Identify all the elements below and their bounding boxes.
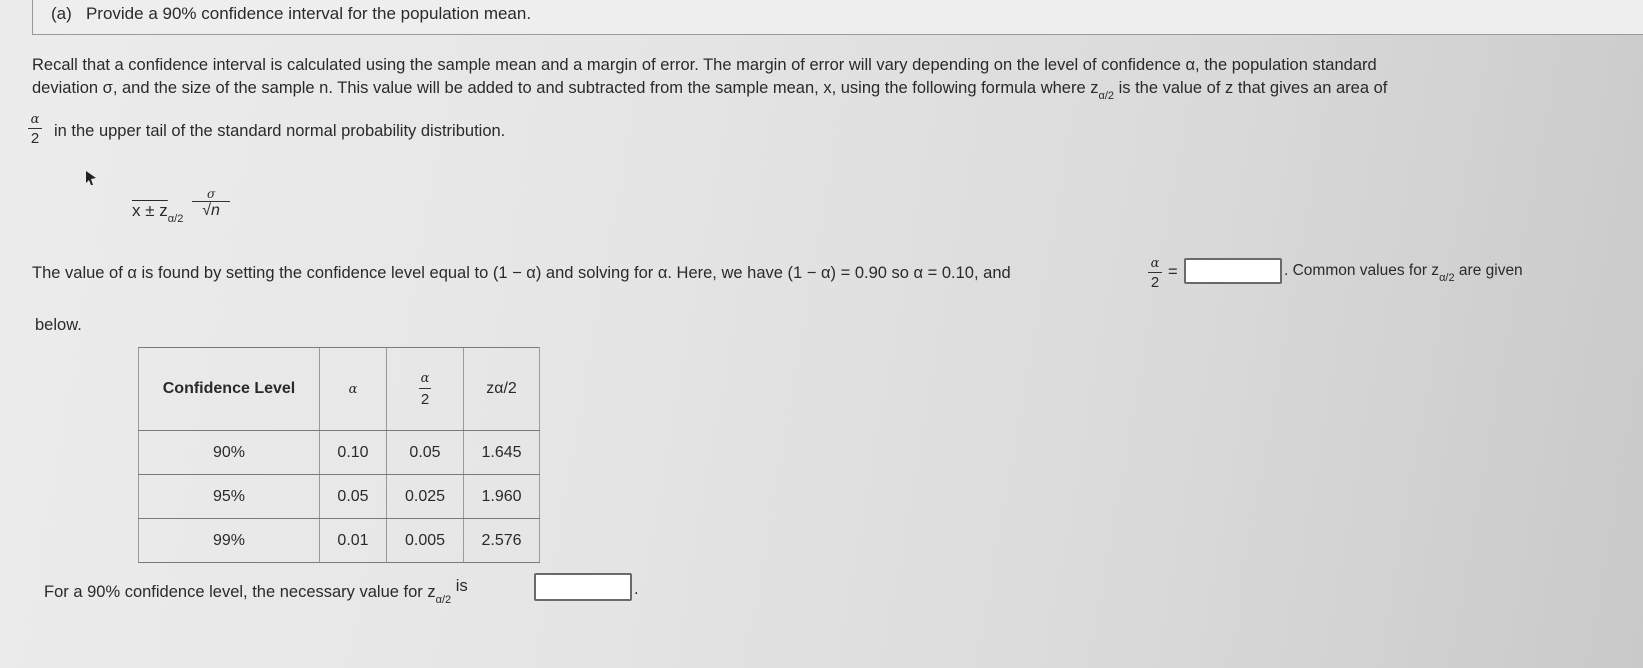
common-values-label: . Common values for z	[1284, 262, 1440, 279]
table-header-row	[139, 348, 540, 431]
alpha-over-2-fraction-2	[1148, 256, 1162, 291]
header-z-alpha-over-2: zα/2	[464, 348, 540, 431]
cell-alpha-half: 0.005	[387, 519, 464, 563]
sqrt-n: √n	[202, 202, 220, 219]
alpha-sentence-continuation: below.	[35, 316, 82, 334]
final-period: .	[634, 580, 639, 598]
part-label: (a)	[51, 4, 72, 23]
alpha-over-2-input[interactable]	[1184, 258, 1282, 284]
fraction-denominator: 2	[1150, 274, 1160, 291]
cell-confidence: 90%	[139, 431, 320, 475]
intro-line-2-text: deviation σ, and the size of the sample n. This value will be added to and subtracted from the sample mean, x, using the following formula where z	[32, 79, 1099, 97]
equals-sign: =	[1168, 263, 1178, 281]
part-title-text: Provide a 90% confidence interval for the population mean.	[85, 4, 532, 23]
header-frac-bar	[419, 388, 431, 389]
question-part-title	[51, 4, 531, 24]
common-values-end: are given	[1454, 262, 1523, 279]
alpha-over-2-fraction	[28, 112, 42, 147]
final-question-text: For a 90% confidence level, the necessary value for z	[44, 583, 436, 601]
intro-line-2-sub: α/2	[1098, 90, 1115, 102]
sigma-symbol: σ	[206, 187, 216, 201]
header-frac-num: α	[420, 370, 430, 386]
cell-alpha: 0.10	[320, 431, 387, 475]
header-alpha: α	[320, 348, 387, 431]
fraction-bar	[1148, 272, 1162, 273]
header-alpha-over-2	[387, 348, 464, 431]
cell-alpha-half: 0.025	[387, 475, 464, 519]
cell-z: 2.576	[464, 519, 540, 563]
final-question-is: is	[455, 577, 468, 595]
confidence-table	[138, 347, 540, 563]
sigma-over-sqrt-n	[192, 187, 230, 220]
question-part-header	[32, 0, 1643, 35]
cell-z: 1.960	[464, 475, 540, 519]
fraction-denominator: 2	[30, 130, 40, 147]
common-values-sub: α/2	[1439, 272, 1455, 284]
table-row	[139, 519, 540, 563]
final-question	[44, 577, 468, 606]
cell-z: 1.645	[464, 431, 540, 475]
common-values-text	[1284, 262, 1523, 284]
final-question-sub: α/2	[435, 594, 452, 606]
fraction-numerator: α	[1150, 256, 1160, 271]
formula-lhs: x ± z	[132, 200, 168, 220]
header-frac-den: 2	[420, 390, 430, 408]
z-value-input[interactable]	[534, 573, 632, 601]
cell-alpha-half: 0.05	[387, 431, 464, 475]
confidence-interval-formula	[132, 187, 230, 228]
header-confidence-level: Confidence Level	[139, 348, 320, 431]
fraction-numerator: α	[30, 112, 40, 127]
cell-alpha: 0.01	[320, 519, 387, 563]
intro-line-2-end: is the value of z that gives an area of	[1114, 79, 1388, 97]
fraction-bar	[28, 128, 42, 129]
intro-line-1: Recall that a confidence interval is calculated using the sample mean and a margin of error. The margin of error will vary depending on the level of confidence α, the population standard	[32, 56, 1377, 74]
cell-confidence: 99%	[139, 519, 320, 563]
mouse-cursor-icon	[84, 170, 98, 191]
table-row	[139, 431, 540, 475]
cell-confidence: 95%	[139, 475, 320, 519]
table-row	[139, 475, 540, 519]
alpha-sentence: The value of α is found by setting the confidence level equal to (1 − α) and solving for α. Here, we have (1 − α) = 0.90 so α = 0.10, and	[32, 264, 1011, 282]
intro-line-3: in the upper tail of the standard normal probability distribution.	[54, 122, 506, 140]
cell-alpha: 0.05	[320, 475, 387, 519]
formula-sub: α/2	[167, 212, 184, 225]
intro-line-2	[32, 79, 1388, 102]
